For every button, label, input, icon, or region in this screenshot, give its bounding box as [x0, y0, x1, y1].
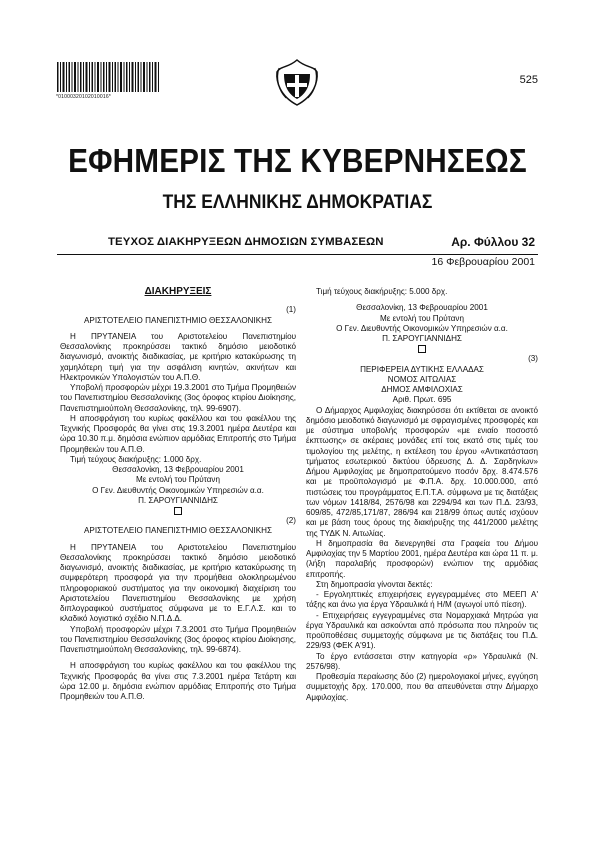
notice-number: (3) — [528, 354, 538, 364]
notice-paragraph: Το έργο εντάσσεται στην κατηγορία «ρ» Υδραυλικά (Ν. 2576/98). — [306, 651, 538, 671]
notice-heading: ΝΟΜΟΣ ΑΙΤΩΛΙΑΣ — [387, 374, 457, 384]
notice-institution: ΑΡΙΣΤΟΤΕΛΕΙΟ ΠΑΝΕΠΙΣΤΗΜΙΟ ΘΕΣΣΑΛΟΝΙΚΗΣ — [84, 315, 272, 325]
signature-line: Ο Γεν. Διευθυντής Οικονομικών Υπηρεσιών α.α. — [92, 485, 264, 495]
separator-box-icon — [174, 507, 182, 515]
notice-paragraph: Ο Δήμαρχος Αμφιλοχίας διακηρύσσει ότι εκτίθεται σε ανοικτό δημόσιο μειοδοτικό διαγωνισμό με σφραγισμένες προσφορές και με σύστημα υποβολής προσφορών «με ενιαίο ποσοστό έκπτωσης» σε ακέραιες μονάδες επί τοις εκατό στις τιμές του τιμολογίου της μελέτης, η εκτέλεση του έργου «Αντικατάσταση τμήματος εσωτερικού δικτύου ύδρευσης Δ. Δ. Σαρδηνίων» Δήμου Αμφιλοχίας με δημοπρατούμενο ποσόν δρχ. 8.474.576 και με προϋπολογισμό με Φ.Π.Α. δρχ. 10.000.000, από πιστώσεις του προγράμματος Ε.Π.Τ.Α. σύμφωνα με τις διατάξεις των νόμων 1418/84, 2576/98 και 2294/94 και των Π.Δ. 23/93, 609/85, 472/85,171/87, 286/94 και 218/99 όπως αυτές ισχύουν και με βάση τους όρους της διακήρυξης της 441/2000 μελέτης της ΤΥΔΚ Ν. Αιτωλίας. — [306, 405, 538, 538]
signature-date: Θεσσαλονίκη, 13 Φεβρουαρίου 2001 — [112, 465, 244, 474]
notice-paragraph: Υποβολή προσφορών μέχρι 7.3.2001 στο Τμήμα Προμηθειών του Πανεπιστημίου Θεσσαλονίκης (3ος όροφος κτιρίου Διοίκησης, Πανεπιστημιούπολη Θεσσαλονίκης, τηλ. 99-6874). — [60, 624, 296, 654]
notice-institution: ΑΡΙΣΤΟΤΕΛΕΙΟ ΠΑΝΕΠΙΣΤΗΜΙΟ ΘΕΣΣΑΛΟΝΙΚΗΣ — [84, 526, 272, 536]
issue-date: 16 Φεβρουαρίου 2001 — [431, 256, 535, 268]
signature-line: Με εντολή του Πρύτανη — [380, 313, 464, 323]
right-column — [306, 287, 538, 703]
signature-date: Θεσσαλονίκη, 13 Φεβρουαρίου 2001 — [356, 303, 488, 313]
page-number: 525 — [519, 74, 538, 86]
notice-paragraph: Η ΠΡΥΤΑΝΕΙΑ του Αριστοτελείου Πανεπιστημίου Θεσσαλονίκης προκηρύσσει τακτικό δημόσιο μειοδοτικό διαγωνισμό, ανοικτής διαδικασίας, με κριτήριο κατακύρωσης τη συμφερότερη προσφορά για την προμήθεια ολοκληρωμένου πληροφοριακού συστήματος για την οικονομική διαχείριση του Αριστοτελείου Πανεπιστημίου Θεσσαλονίκης με χρήση διπλογραφικού συστήματος σύμφωνα με το Ε.Γ.Λ.Σ. και το κλαδικό λογιστικό σχέδιο Ν.Π.Δ.Δ. — [60, 542, 296, 624]
notice-paragraph: Η αποσφράγιση του κυρίως φακέλλου και του φακέλλου της Τεχνικής Προσφοράς θα γίνει στις 19.3.2001 ημέρα Δευτέρα και ώρα 10.30 π.μ. δημόσια ενώπιον αρμόδιας Επιτροπής στο Τμήμα Προμηθειών του Α.Π.Θ. — [60, 413, 296, 454]
barcode — [56, 62, 160, 92]
notice-paragraph: Τιμή τεύχους διακήρυξης: 5.000 δρχ. — [316, 287, 448, 296]
issue-number: Αρ. Φύλλου 32 — [451, 235, 535, 249]
notice-paragraph: - Εργοληπτικές επιχειρήσεις εγγεγραμμένες στο ΜΕΕΠ Α' τάξης και άνω για έργα Υδραυλικά ή Η/Μ (αγωγοί υπό πίεση). — [306, 590, 538, 610]
notice-paragraph: Στη δημοπρασία γίνονται δεκτές: — [316, 579, 433, 589]
barcode-number: *01000320102010016* — [56, 94, 111, 100]
notice-paragraph: Η αποσφράγιση του κυρίως φακέλλου και του φακέλλου της Τεχνικής Προσφοράς θα γίνει στις 7.3.2001 ημέρα Τετάρτη και ώρα 12.00 μ. δημόσια ενώπιον αρμόδιας Επιτροπής στο Τμήμα Προμηθειών του Α.Π.Θ. — [60, 661, 296, 701]
signature-name: Π. ΣΑΡΟΥΓΙΑΝΝΙΔΗΣ — [382, 334, 462, 343]
notice-paragraph: - Επιχειρήσεις εγγεγραμμένες στα Νομαρχιακά Μητρώα για έργα Υδραυλικά και ασκούνται από πρόσωπα που πληρούν τις προϋποθέσεις συμμετοχής σύμφωνα με τις διατάξεις του Π.Δ. 229/93 (ΦΕΚ Α'91). — [306, 610, 538, 651]
gazette-title: ΕΦΗΜΕΡΙΣ ΤΗΣ ΚΥΒΕΡΝΗΣΕΩΣ — [68, 142, 527, 179]
notice-paragraph: Η δημοπρασία θα διενεργηθεί στα Γραφεία του Δήμου Αμφιλοχίας την 5 Μαρτίου 2001, ημέρα Δευτέρα και ώρα 11 π. μ. (λήξη παραλαβής προσφορών) ενώπιον της αρμόδιας επιτροπής. — [306, 538, 538, 579]
notice-number: (1) — [286, 305, 296, 315]
protocol-number: Αριθ. Πρωτ. 695 — [392, 395, 452, 405]
gazette-series: ΤΕΥΧΟΣ ΔΙΑΚΗΡΥΞΕΩΝ ΔΗΜΟΣΙΩΝ ΣΥΜΒΑΣΕΩΝ — [108, 236, 384, 248]
notice-paragraph: Τιμή τεύχους διακήρυξης: 1.000 δρχ. — [70, 454, 202, 464]
notice-number: (2) — [286, 516, 296, 525]
header-divider — [57, 254, 538, 255]
separator-box-icon — [418, 345, 426, 353]
notice-heading: ΠΕΡΙΦΕΡΕΙΑ ΔΥΤΙΚΗΣ ΕΛΛΑΔΑΣ — [360, 364, 484, 374]
coat-of-arms-icon — [274, 58, 320, 108]
left-column — [60, 287, 296, 702]
notice-paragraph: Η ΠΡΥΤΑΝΕΙΑ του Αριστοτελείου Πανεπιστημίου Θεσσαλονίκης προκηρύσσει τακτικό δημόσιο μειοδοτικό διαγωνισμό, ανοικτής διαδικασίας, με κριτήριο κατακύρωσης τη χαμηλότερη τιμή για την ασφάλιση κινητών, ακινήτων και Ηλεκτρονικών Υπολογιστών του Α.Π.Θ. — [60, 331, 296, 382]
notice-heading: ΔΗΜΟΣ ΑΜΦΙΛΟΧΙΑΣ — [381, 385, 463, 394]
signature-name: Π. ΣΑΡΟΥΓΙΑΝΝΙΔΗΣ — [138, 495, 218, 505]
notice-paragraph: Προθεσμία περαίωσης δύο (2) ημερολογιακοί μήνες, εγγύηση συμμετοχής δρχ. 170.000, που θα απευθύνεται στην Δήμαρχο Αμφιλοχίας. — [306, 672, 538, 702]
section-title: ΔΙΑΚΗΡΥΞΕΙΣ — [144, 286, 212, 297]
signature-line: Με εντολή του Πρύτανη — [136, 475, 220, 485]
gazette-subtitle: ΤΗΣ ΕΛΛΗΝΙΚΗΣ ΔΗΜΟΚΡΑΤΙΑΣ — [162, 192, 433, 213]
signature-line: Ο Γεν. Διευθυντής Οικονομικών Υπηρεσιών α.α. — [336, 323, 508, 333]
notice-paragraph: Υποβολή προσφορών μέχρι 19.3.2001 στο Τμήμα Προμηθειών του Πανεπιστημίου Θεσσαλονίκης (3ος όροφος κτιρίου Διοίκησης, Πανεπιστημιούπολη Θεσσαλονίκης, τηλ. 99-6907). — [60, 383, 296, 413]
